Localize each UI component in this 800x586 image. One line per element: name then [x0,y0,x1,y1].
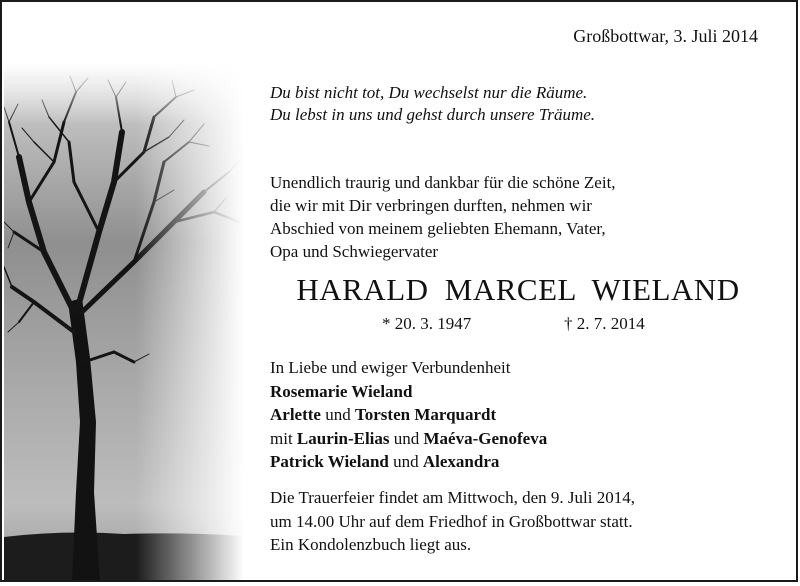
mourner-name: Maéva-Genofeva [423,428,548,448]
funeral-notice [270,486,635,557]
mourners-list [270,356,547,474]
funeral-line: Die Trauerfeier findet am Mittwoch, den 9. Juli 2014, [270,488,635,507]
intro-line: Abschied von meinem geliebten Ehemann, Vater, [270,219,606,238]
poem-line: Du bist nicht tot, Du wechselst nur die Räume. [270,83,588,102]
mourner-line [270,380,547,404]
intro-line: Opa und Schwiegervater [270,242,439,261]
mourner-line [270,450,547,474]
mourner-name: Laurin-Elias [296,428,390,448]
mourner-name: Arlette [270,405,321,424]
poem-line: Du lebst in uns und gehst durch unsere Träume. [270,105,596,124]
intro-line: Unendlich traurig und dankbar für die schöne Zeit, [270,173,616,192]
mourner-name: Torsten Marquardt [354,405,497,424]
bare-tree-silhouette-photo [4,62,244,582]
intro-line: die wir mit Dir verbringen durften, nehmen wir [270,196,592,215]
deceased-name: HARALD MARCEL WIELAND [296,272,740,307]
mourner-name: Alexandra [422,452,500,471]
mourner-name: Patrick Wieland [270,452,389,471]
mourner-line [270,403,547,427]
conjunction: und [388,452,423,471]
conjunction: mit [270,428,297,448]
conjunction: und [320,405,355,424]
date-line: Großbottwar, 3. Juli 2014 [573,26,758,46]
mourners-heading: In Liebe und ewiger Verbundenheit [270,358,511,377]
death-date: † 2. 7. 2014 [564,314,645,333]
mourner-line [270,427,547,451]
funeral-line: Ein Kondolenzbuch liegt aus. [270,535,472,554]
mourner-name: Rosemarie Wieland [270,381,413,401]
conjunction: und [389,428,424,448]
birth-date: * 20. 3. 1947 [382,314,472,333]
funeral-line: um 14.00 Uhr auf dem Friedhof in Großbottwar statt. [270,511,633,531]
poem [270,82,595,126]
intro-text [270,171,616,263]
